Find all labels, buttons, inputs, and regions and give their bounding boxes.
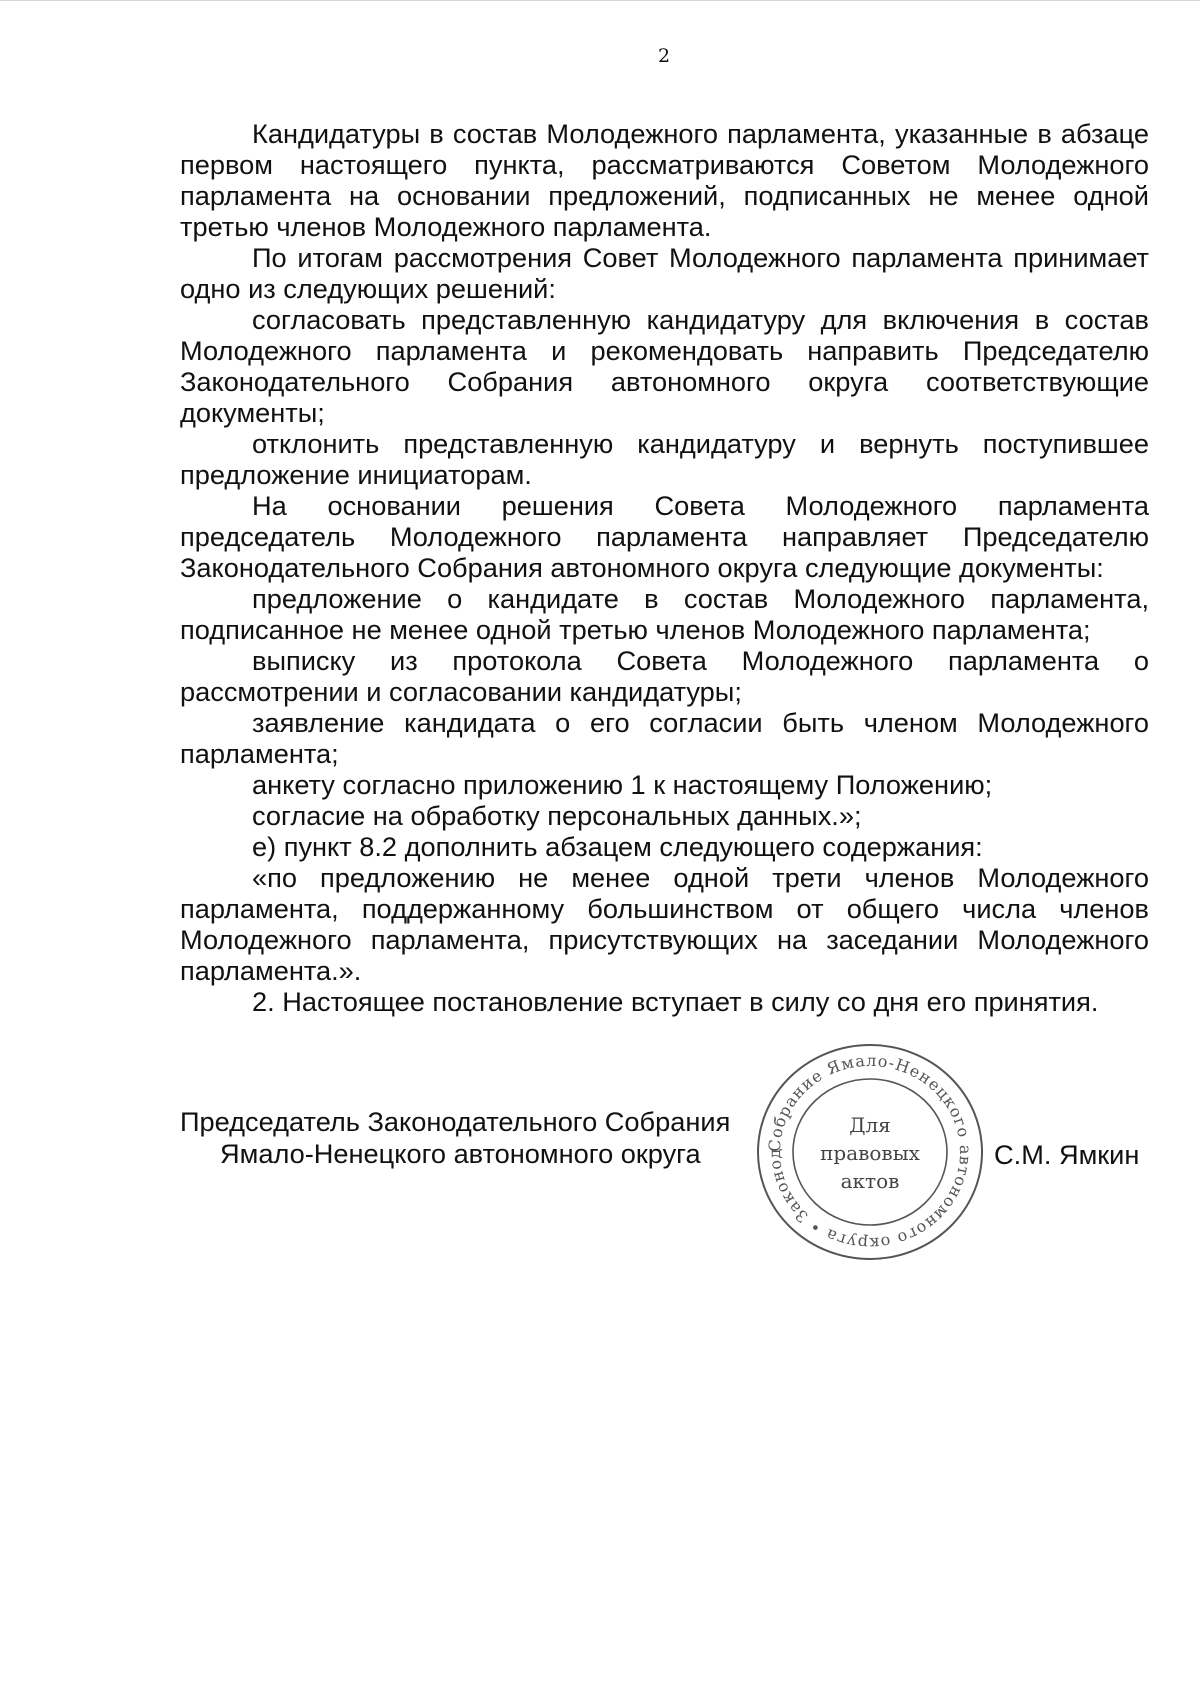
page-number: 2 bbox=[657, 45, 671, 67]
paragraph: На основании решения Совета Молодежного парламента председатель Молодежного парламента направляет Председателю Законодательного Собрания автономного округа следующие документы: bbox=[180, 490, 1149, 583]
paragraph: заявление кандидата о его согласии быть членом Молодежного парламента; bbox=[180, 707, 1149, 769]
paragraph: анкету согласно приложению 1 к настоящему Положению; bbox=[252, 769, 993, 800]
stamp-text-line: Для bbox=[849, 1113, 891, 1137]
document-body bbox=[180, 118, 1149, 1017]
paragraph: «по предложению не менее одной трети членов Молодежного парламента, поддержанному большинством от общего числа членов Молодежного парламента, присутствующих на заседании Молодежного парламента.». bbox=[180, 862, 1149, 986]
paragraph: согласовать представленную кандидатуру для включения в состав Молодежного парламента и рекомендовать направить Председателю Законодательного Собрания автономного округа соответствующие документы; bbox=[180, 304, 1149, 428]
stamp-text-line: актов bbox=[840, 1169, 900, 1193]
paragraph: Кандидатуры в состав Молодежного парламента, указанные в абзаце первом настоящего пункта, рассматриваются Советом Молодежного парламента на основании предложений, подписанных не менее одной третью членов Молодежного парламента. bbox=[180, 118, 1149, 242]
signatory-title-line: Ямало-Ненецкого автономного округа bbox=[220, 1138, 701, 1169]
stamp-center-text bbox=[752, 1111, 988, 1195]
paragraph: предложение о кандидате в состав Молодежного парламента, подписанное не менее одной третью членов Молодежного парламента; bbox=[180, 583, 1149, 645]
paragraph: По итогам рассмотрения Совет Молодежного парламента принимает одно из следующих решений: bbox=[180, 242, 1149, 304]
stamp-text-line: правовых bbox=[820, 1141, 920, 1165]
paragraph: е) пункт 8.2 дополнить абзацем следующего содержания: bbox=[252, 831, 983, 862]
signatory-title-line: Председатель Законодательного Собрания bbox=[180, 1106, 731, 1137]
signatory-name: С.М. Ямкин bbox=[994, 1139, 1140, 1170]
paragraph: 2. Настоящее постановление вступает в силу со дня его принятия. bbox=[252, 986, 1099, 1017]
official-stamp bbox=[752, 1039, 988, 1265]
paragraph: согласие на обработку персональных данных.»; bbox=[252, 800, 862, 831]
signatory-title bbox=[180, 1106, 740, 1170]
paragraph: отклонить представленную кандидатуру и вернуть поступившее предложение инициаторам. bbox=[180, 428, 1149, 490]
stamp-ring-text: Собрание Ямало-Ненецкого автономного округа • Законод bbox=[764, 1050, 976, 1254]
paragraph: выписку из протокола Совета Молодежного парламента о рассмотрении и согласовании кандидатуры; bbox=[180, 645, 1149, 707]
